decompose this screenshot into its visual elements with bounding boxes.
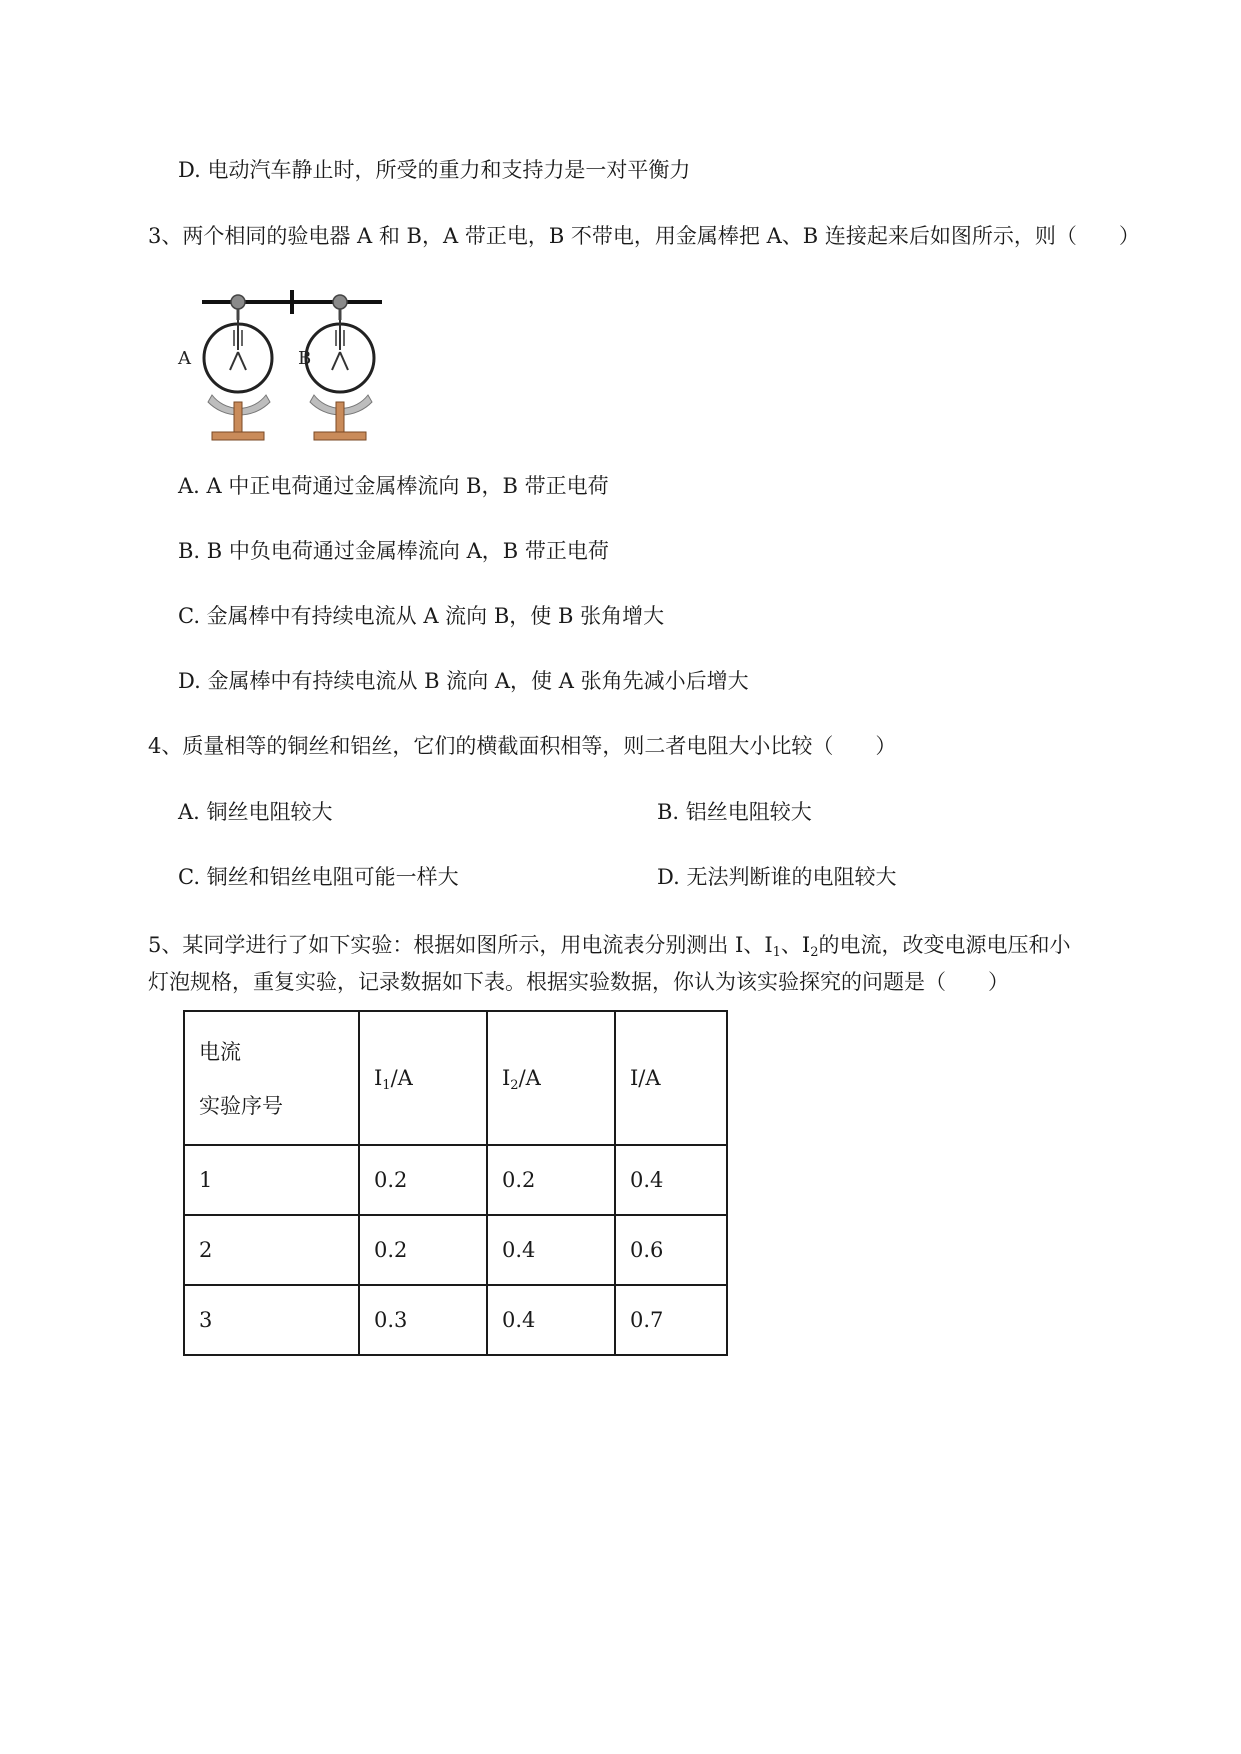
table-header-row xyxy=(184,1011,727,1145)
q3-option-d: D. 金属棒中有持续电流从 B 流向 A，使 A 张角先减小后增大 xyxy=(178,669,749,693)
electroscope-b xyxy=(306,295,374,440)
table-row: 3 0.3 0.4 0.7 xyxy=(184,1285,727,1355)
label-b: B xyxy=(298,348,312,369)
label-a: A xyxy=(178,348,191,369)
data-table xyxy=(183,1010,728,1356)
q5-stem-line2: 灯泡规格，重复实验，记录数据如下表。根据实验数据，你认为该实验探究的问题是（ ） xyxy=(148,970,1009,994)
q2-option-d: D. 电动汽车静止时，所受的重力和支持力是一对平衡力 xyxy=(178,158,691,182)
electroscope-a xyxy=(204,295,272,440)
header-cell-i1: $I_1/A$ xyxy=(359,1011,487,1145)
q4-option-a: A. 铜丝电阻较大 xyxy=(178,800,333,824)
electroscope-figure xyxy=(170,280,400,455)
q5-stem-line1: 5、某同学进行了如下实验：根据如图所示，用电流表分别测出 I、$I_1$、$I_2$的电流，改变电源电压和小 xyxy=(148,933,1071,960)
q4-option-c: C. 铜丝和铝丝电阻可能一样大 xyxy=(178,865,459,889)
q3-option-c: C. 金属棒中有持续电流从 A 流向 B，使 B 张角增大 xyxy=(178,604,665,628)
q3-option-b: B. B 中负电荷通过金属棒流向 A，B 带正电荷 xyxy=(178,539,609,563)
table-row: 2 0.2 0.4 0.6 xyxy=(184,1215,727,1285)
header-cell-i2: $I_2/A$ xyxy=(487,1011,615,1145)
q4-option-b: B. 铝丝电阻较大 xyxy=(657,800,812,824)
header-cell-i: I/A xyxy=(615,1011,727,1145)
header-cell-diagonal: 电流 实验序号 xyxy=(184,1011,359,1145)
q4-stem: 4、质量相等的铜丝和铝丝，它们的横截面积相等，则二者电阻大小比较（ ） xyxy=(148,734,897,758)
q4-option-d: D. 无法判断谁的电阻较大 xyxy=(657,865,897,889)
q3-stem: 3、两个相同的验电器 A 和 B，A 带正电，B 不带电，用金属棒把 A、B 连接起来后如图所示，则（ ） xyxy=(148,224,1140,248)
table-row: 1 0.2 0.2 0.4 xyxy=(184,1145,727,1215)
q3-option-a: A. A 中正电荷通过金属棒流向 B，B 带正电荷 xyxy=(178,474,609,498)
